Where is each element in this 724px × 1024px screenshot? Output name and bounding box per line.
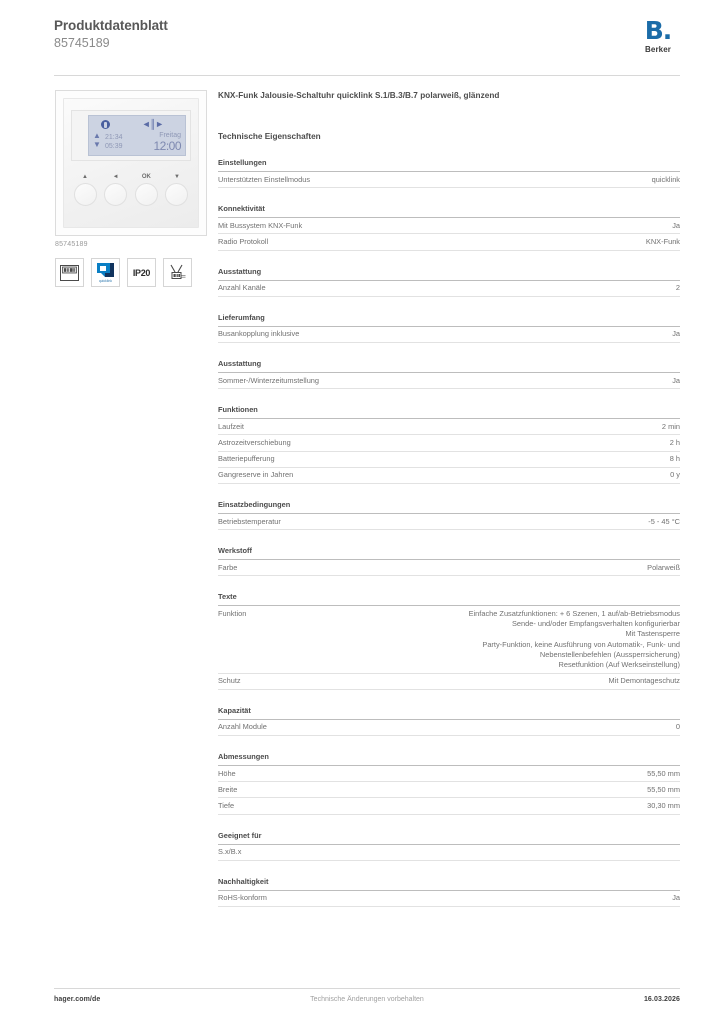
footer-date: 16.03.2026 bbox=[643, 996, 680, 1003]
device-button-row bbox=[73, 174, 189, 206]
spec-row bbox=[218, 782, 680, 798]
specification-group bbox=[218, 313, 680, 343]
ip-rating-badge bbox=[127, 258, 156, 287]
spec-value-line: Polarweiß bbox=[647, 562, 680, 572]
up-arrow-icon: ▲ bbox=[93, 131, 101, 140]
spec-value bbox=[241, 676, 680, 686]
spec-value-line: Ja bbox=[672, 220, 680, 230]
spec-value-line: Ja bbox=[672, 375, 680, 385]
spec-value-line: Nebenstellenbefehlen (Aussperrsicherung) bbox=[539, 649, 680, 659]
ok-button-icon: OK bbox=[141, 174, 151, 180]
spec-label: Anzahl Kanäle bbox=[218, 283, 266, 293]
specification-group bbox=[218, 500, 680, 530]
group-heading: Nachhaltigkeit bbox=[218, 877, 680, 891]
spec-label: Laufzeit bbox=[218, 421, 244, 431]
group-heading: Ausstattung bbox=[218, 359, 680, 373]
spec-row bbox=[218, 845, 680, 861]
specification-group bbox=[218, 752, 680, 815]
specification-group bbox=[218, 592, 680, 689]
sun-icon bbox=[101, 120, 110, 129]
spec-value-line: KNX-Funk bbox=[645, 236, 680, 246]
group-heading: Geeignet für bbox=[218, 831, 680, 845]
up-button-icon: ▲ bbox=[82, 174, 88, 180]
spec-row bbox=[218, 327, 680, 343]
device-up-button bbox=[73, 174, 97, 206]
spec-row bbox=[218, 674, 680, 690]
spec-row bbox=[218, 766, 680, 782]
specification-group bbox=[218, 877, 680, 907]
group-heading: Funktionen bbox=[218, 405, 680, 419]
group-heading: Ausstattung bbox=[218, 267, 680, 281]
specification-group bbox=[218, 158, 680, 188]
spec-value-line: 55,50 mm bbox=[647, 768, 680, 778]
spec-label: Gangreserve in Jahren bbox=[218, 470, 294, 480]
group-heading: Werkstoff bbox=[218, 546, 680, 560]
spec-row bbox=[218, 720, 680, 736]
device-down-button bbox=[165, 174, 189, 206]
spec-label: Breite bbox=[218, 784, 238, 794]
radio-wave-icon: ◄║► bbox=[141, 119, 163, 129]
product-code: 85745189 bbox=[55, 241, 88, 248]
page-title: Produktdatenblatt bbox=[54, 18, 168, 33]
specification-group bbox=[218, 706, 680, 736]
display-times bbox=[105, 133, 123, 151]
back-button-icon: ◄ bbox=[112, 174, 119, 180]
document-reference: 85745189 bbox=[54, 36, 110, 50]
product-device-illustration bbox=[63, 98, 199, 228]
ip-rating-label: IP20 bbox=[132, 267, 151, 278]
spec-row bbox=[218, 373, 680, 389]
device-display bbox=[88, 115, 186, 156]
spec-value-line: 55,50 mm bbox=[647, 784, 680, 794]
spec-row bbox=[218, 435, 680, 451]
group-heading: Abmessungen bbox=[218, 752, 680, 766]
spec-value bbox=[267, 722, 680, 732]
device-screen-bezel bbox=[71, 110, 191, 161]
group-heading: Texte bbox=[218, 592, 680, 606]
spec-value-line: 30,30 mm bbox=[647, 800, 680, 810]
spec-label: Betriebstemperatur bbox=[218, 516, 281, 526]
disposal-badge bbox=[163, 258, 192, 287]
spec-label: Tiefe bbox=[218, 800, 235, 810]
spec-label: Schutz bbox=[218, 676, 241, 686]
footer-disclaimer: Technische Änderungen vorbehalten bbox=[310, 996, 424, 1003]
spec-row bbox=[218, 419, 680, 435]
spec-label: Anzahl Module bbox=[218, 722, 267, 732]
spec-value bbox=[237, 785, 680, 795]
spec-label: RoHS-konform bbox=[218, 893, 267, 903]
spec-value bbox=[237, 563, 680, 573]
display-arrows bbox=[93, 132, 101, 150]
spec-row bbox=[218, 606, 680, 673]
spec-label: Funktion bbox=[218, 608, 247, 618]
spec-label: Radio Protokoll bbox=[218, 236, 269, 246]
product-media-column bbox=[55, 90, 207, 287]
display-clock: 12:00 bbox=[153, 139, 181, 153]
device-ok-button bbox=[134, 174, 158, 206]
display-weekday: Freitag bbox=[159, 132, 181, 139]
spec-value-line: Mit Demontageschutz bbox=[608, 676, 680, 686]
product-image-frame bbox=[55, 90, 207, 236]
back-button-circle bbox=[104, 183, 127, 206]
spec-value-line: quicklink bbox=[651, 174, 680, 184]
spec-row bbox=[218, 468, 680, 484]
spec-row bbox=[218, 514, 680, 530]
brand-mark: B. bbox=[644, 16, 672, 45]
group-heading: Lieferumfang bbox=[218, 313, 680, 327]
spec-value bbox=[244, 422, 680, 432]
spec-value-line: 0 bbox=[675, 722, 680, 732]
specification-group bbox=[218, 359, 680, 389]
spec-label: Batteriepufferung bbox=[218, 454, 275, 464]
spec-value bbox=[234, 801, 680, 811]
spec-value bbox=[302, 221, 680, 231]
spec-row bbox=[218, 234, 680, 250]
spec-label: Busankopplung inklusive bbox=[218, 329, 300, 339]
spec-row bbox=[218, 218, 680, 234]
brand-logo bbox=[636, 18, 680, 54]
spec-value bbox=[246, 609, 680, 670]
up-button-circle bbox=[74, 183, 97, 206]
spec-value-line: Party-Funktion, keine Ausführung von Automatik-, Funk- und bbox=[482, 639, 680, 649]
spec-value bbox=[291, 438, 680, 448]
specification-group bbox=[218, 267, 680, 297]
specification-group bbox=[218, 831, 680, 861]
spec-value-line: Ja bbox=[672, 893, 680, 903]
spec-label: Höhe bbox=[218, 768, 236, 778]
group-heading: Einstellungen bbox=[218, 158, 680, 172]
flush-mount-badge bbox=[55, 258, 84, 287]
spec-value bbox=[267, 893, 680, 903]
quicklink-glyph bbox=[97, 263, 114, 278]
specification-groups bbox=[218, 158, 680, 907]
group-heading: Einsatzbedingungen bbox=[218, 500, 680, 514]
spec-value-line: 2 min bbox=[661, 421, 680, 431]
footer-divider bbox=[54, 988, 680, 989]
section-title: Technische Eigenschaften bbox=[218, 132, 321, 141]
spec-value bbox=[299, 329, 680, 339]
disposal-icon bbox=[168, 264, 187, 281]
spec-row bbox=[218, 452, 680, 468]
spec-value bbox=[319, 376, 680, 386]
spec-value-line: Mit Tastensperre bbox=[625, 629, 680, 639]
spec-value bbox=[268, 237, 680, 247]
spec-value-line: 8 h bbox=[669, 454, 680, 464]
spec-row bbox=[218, 172, 680, 188]
badge-row bbox=[55, 258, 207, 287]
spec-row bbox=[218, 560, 680, 576]
page-header bbox=[54, 18, 680, 72]
spec-label: Sommer-/Winterzeitumstellung bbox=[218, 375, 320, 385]
spec-value bbox=[236, 769, 680, 779]
specification-group bbox=[218, 204, 680, 250]
spec-value-line: Sende- und/oder Empfangsverhalten konfigurierbar bbox=[511, 619, 680, 629]
down-button-icon: ▼ bbox=[173, 174, 180, 180]
display-time-down: 05:39 bbox=[105, 143, 123, 150]
ok-button-circle bbox=[135, 183, 158, 206]
brand-name: Berker bbox=[645, 45, 671, 54]
footer-website[interactable]: hager.com/de bbox=[54, 996, 101, 1003]
spec-value bbox=[281, 517, 680, 527]
spec-value bbox=[310, 175, 680, 185]
spec-row bbox=[218, 891, 680, 907]
spec-value bbox=[293, 470, 680, 480]
spec-value bbox=[266, 283, 680, 293]
spec-row bbox=[218, 281, 680, 297]
spec-value-line: -5 - 45 °C bbox=[648, 516, 680, 526]
page-footer bbox=[54, 996, 680, 1003]
spec-label: Farbe bbox=[218, 562, 238, 572]
spec-label: Unterstützten Einstellmodus bbox=[218, 174, 311, 184]
spec-value-line: Resetfunktion (Auf Werkseinstellung) bbox=[558, 659, 680, 669]
spec-value-line: 0 y bbox=[670, 470, 680, 480]
spec-row bbox=[218, 798, 680, 814]
spec-label: Astrozeitverschiebung bbox=[218, 437, 291, 447]
down-arrow-icon: ▼ bbox=[93, 140, 101, 149]
spec-value bbox=[275, 454, 680, 464]
specifications-column bbox=[218, 90, 680, 907]
quicklink-badge-label: quicklink bbox=[98, 279, 113, 283]
group-heading: Konnektivität bbox=[218, 204, 680, 218]
group-heading: Kapazität bbox=[218, 706, 680, 720]
display-time-up: 21:34 bbox=[105, 134, 123, 141]
spec-value-line: Einfache Zusatzfunktionen: + 6 Szenen, 1 auf/ab-Betriebsmodus bbox=[468, 608, 680, 618]
down-button-circle bbox=[165, 183, 188, 206]
spec-value-line: 2 h bbox=[669, 437, 680, 447]
flush-mount-icon bbox=[60, 265, 79, 281]
specification-group bbox=[218, 405, 680, 484]
spec-label: S.x/B.x bbox=[218, 847, 242, 857]
product-name: KNX-Funk Jalousie-Schaltuhr quicklink S.1/B.3/B.7 polarweiß, glänzend bbox=[218, 91, 500, 100]
specification-group bbox=[218, 546, 680, 576]
spec-value-line: 2 bbox=[675, 283, 680, 293]
spec-label: Mit Bussystem KNX-Funk bbox=[218, 220, 303, 230]
spec-value-line: Ja bbox=[672, 329, 680, 339]
quicklink-icon bbox=[97, 263, 114, 278]
header-divider bbox=[54, 75, 680, 76]
quicklink-badge bbox=[91, 258, 120, 287]
device-back-button bbox=[104, 174, 128, 206]
